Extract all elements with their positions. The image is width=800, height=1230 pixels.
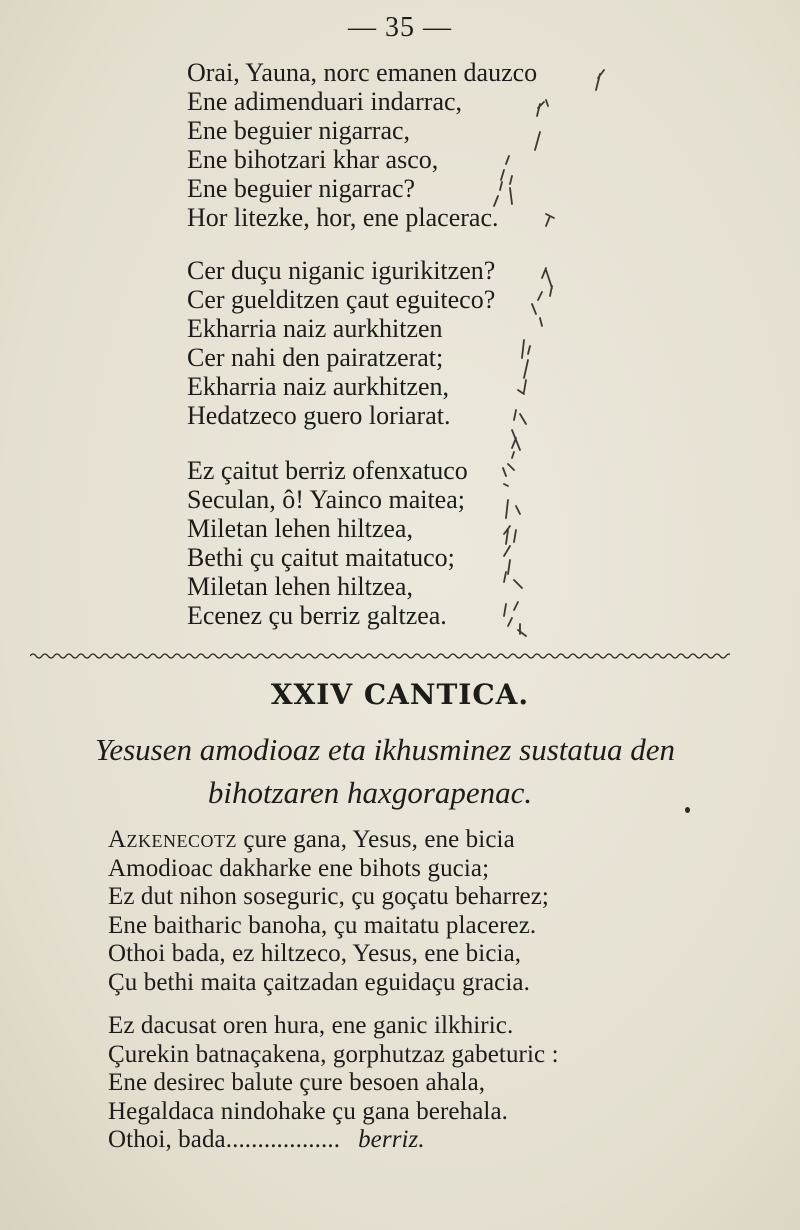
handwritten-marks [500, 60, 620, 640]
initial-word: Azkenecotz [108, 826, 238, 853]
verse-line: Ekharria naiz aurkhitzen, [187, 372, 450, 401]
verse-line [108, 1126, 559, 1155]
verse-line: Ene beguier nigarrac? [187, 174, 416, 203]
verse-line: Amodioac dakharke ene bihots gucia; [108, 854, 490, 882]
verse-line: Ene baitharic banoha, çu maitatu placerez. [108, 911, 537, 939]
stanza-2 [187, 256, 495, 430]
verse-line: Ez dut nihon soseguric, çu goçatu beharrez; [108, 883, 549, 910]
verse-line: Orai, Yauna, norc emanen dauzco [187, 58, 538, 87]
verse-line: Ez çaitut berriz ofenxatuco [187, 456, 468, 485]
verse-line: Ene desirec balute çure besoen ahala, [108, 1069, 486, 1096]
verse-line: Ene beguier nigarrac, [187, 116, 411, 145]
verse-line: Hor litezke, hor, ene placerac. [187, 203, 499, 232]
page-number: — 35 — [348, 12, 452, 43]
verse-line: Çurekin batnaçakena, gorphutzaz gabeturic : [108, 1040, 559, 1068]
subtitle-line-2: bihotzaren haxgorapenac. [207, 775, 533, 810]
verse-line: Ene adimenduari indarrac, [187, 87, 463, 116]
dot-leader: .................. [225, 1126, 341, 1153]
stanza-1 [187, 58, 537, 232]
verse-line: Miletan lehen hiltzea, [187, 514, 413, 543]
section-title: XXIV CANTICA. [270, 678, 530, 711]
verse-line: Hegaldaca nindohake çu gana berehala. [108, 1097, 509, 1125]
verse-block-2 [108, 1012, 559, 1155]
verse-line [108, 826, 549, 855]
verse-line: Cer duçu niganic igurikitzen? [187, 256, 496, 285]
verse-line-rest: çure gana, Yesus, ene bicia [237, 826, 515, 853]
verse-line: Ecenez çu berriz galtzea. [187, 601, 447, 630]
verse-line: Othoi bada, ez hiltzeco, Yesus, ene bicia, [108, 940, 522, 967]
verse-line: Hedatzeco guero loriarat. [187, 401, 451, 430]
last-line-start: Othoi, bada [108, 1126, 226, 1153]
verse-line: Cer guelditzen çaut eguiteco? [187, 285, 496, 314]
verse-line: Miletan lehen hiltzea, [187, 572, 413, 601]
verse-line: Cer nahi den pairatzerat; [187, 343, 444, 372]
verse-line: Bethi çu çaitut maitatuco; [187, 543, 455, 572]
ink-dot [685, 807, 690, 813]
verse-line: Çu bethi maita çaitzadan eguidaçu gracia. [108, 968, 530, 996]
verse-block-1 [108, 826, 549, 997]
wavy-divider [30, 651, 730, 661]
verse-line: Seculan, ô! Yainco maitea; [187, 485, 465, 514]
refrain-word: berriz. [358, 1126, 425, 1153]
subtitle-line-1: Yesusen amodioaz eta ikhusminez sustatua den [94, 732, 676, 767]
verse-line: Ez dacusat oren hura, ene ganic ilkhiric. [108, 1012, 514, 1039]
verse-line: Ene bihotzari khar asco, [187, 145, 439, 174]
stanza-3 [187, 456, 468, 630]
verse-line: Ekharria naiz aurkhitzen [187, 314, 443, 343]
